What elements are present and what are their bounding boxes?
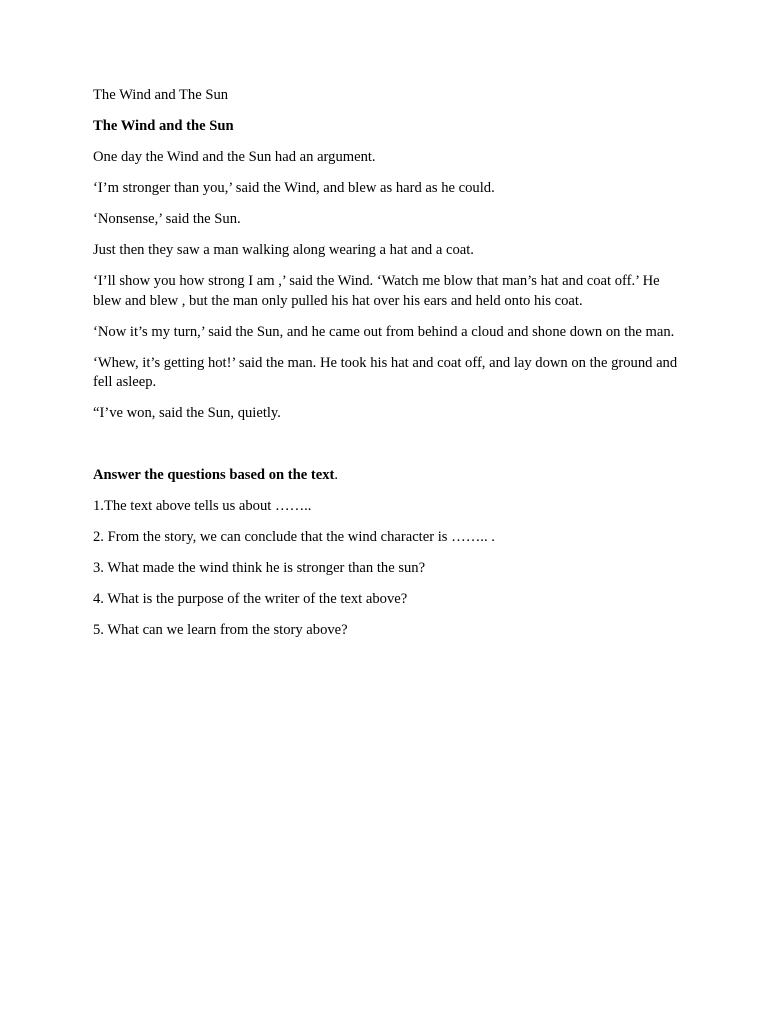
story-paragraph: ‘I’ll show you how strong I am ,’ said the Wind. ‘Watch me blow that man’s hat and coat off.’ He blew and blew , but the man only pulled his hat over his ears and held onto his coat.: [93, 273, 660, 309]
story-paragraph: “I’ve won, said the Sun, quietly.: [93, 405, 281, 421]
question-item: 1.The text above tells us about ……..: [93, 498, 312, 514]
question-item: 3. What made the wind think he is stronger than the sun?: [93, 560, 426, 576]
document-title: The Wind and The Sun: [93, 87, 229, 103]
story-paragraph: ‘Whew, it’s getting hot!’ said the man. He took his hat and coat off, and lay down on the ground and fell asleep.: [93, 354, 678, 390]
questions-heading: [93, 466, 683, 486]
questions-heading-text: Answer the questions based on the text: [93, 467, 335, 483]
section-spacer: [93, 435, 683, 466]
story-paragraph: One day the Wind and the Sun had an argument.: [93, 149, 376, 165]
question-item: 2. From the story, we can conclude that the wind character is …….. .: [93, 529, 495, 545]
question-item: 5. What can we learn from the story above?: [93, 622, 348, 638]
questions-heading-period: .: [334, 467, 339, 483]
question-item: 4. What is the purpose of the writer of the text above?: [93, 591, 408, 607]
document-page: [93, 86, 683, 652]
story-paragraph: Just then they saw a man walking along wearing a hat and a coat.: [93, 242, 474, 258]
story-heading: The Wind and the Sun: [93, 118, 234, 134]
story-paragraph: ‘Nonsense,’ said the Sun.: [93, 211, 241, 227]
story-paragraph: ‘Now it’s my turn,’ said the Sun, and he came out from behind a cloud and shone down on the man.: [93, 323, 675, 340]
story-paragraph: ‘I’m stronger than you,’ said the Wind, and blew as hard as he could.: [93, 180, 495, 196]
